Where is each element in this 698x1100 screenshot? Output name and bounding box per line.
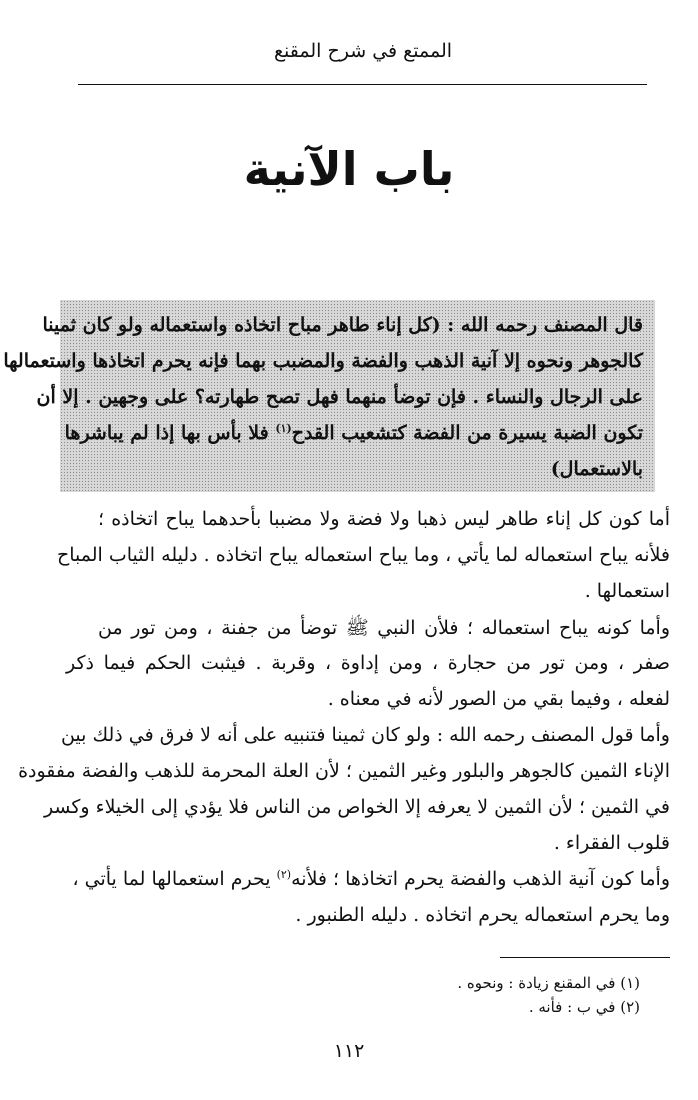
commentary-line-11-text: وأما كون آنية الذهب والفضة يحرم اتخاذها ؛ فلأنه [291,868,670,890]
running-head-title: الممتع في شرح المقنع [273,40,453,62]
commentary-line-8: الإناء الثمين كالجوهر والبلور وغير الثمين ؛ لأن العلة المحرمة للذهب والفضة مفقودة [18,760,670,782]
matn-line-1: قال المصنف رحمه الله : (كل إناء طاهر مباح اتخاذه واستعماله ولو كان ثمينا [42,314,643,336]
commentary-line-10: قلوب الفقراء . [553,832,670,854]
commentary-line-6: لفعله ، وفيما بقي من الصور لأنه في معناه . [327,688,670,710]
commentary-line-4: وأما كونه يباح استعماله ؛ فلأن النبي ﷺ توضأ من جفنة ، ومن تور من [98,617,670,639]
commentary-line-11-tail: يحرم استعمالها لما يأتي ، [72,868,277,890]
page-number: ١١٢ [333,1040,365,1062]
commentary-line-12: وما يحرم استعماله يحرم اتخاذه . دليله الطنبور . [295,904,670,926]
footnote-1: (١) في المقنع زيادة : ونحوه . [457,974,640,992]
chapter-title: باب الآنية [243,142,455,196]
commentary-line-2: فلأنه يباح استعماله لما يأتي ، وما يباح استعماله يباح اتخاذه . دليله الثياب المباح [57,544,670,566]
header-rule [78,84,647,85]
commentary-line-3: استعمالها . [584,580,670,602]
matn-line-4 [64,422,643,444]
commentary-line-5: صفر ، ومن تور من حجارة ، ومن إداوة ، وقربة . فيثبت الحكم فيما ذكر [66,652,670,674]
commentary-line-7: وأما قول المصنف رحمه الله : ولو كان ثمينا فتنبيه على أنه لا فرق في ذلك بين [60,724,670,746]
footnote-2: (٢) في ب : فأنه . [528,998,640,1016]
footnote-rule [500,957,670,958]
matn-line-4-tail: فلا بأس بها إذا لم يباشرها [64,422,276,444]
commentary-line-1: أما كون كل إناء طاهر ليس ذهبا ولا فضة ولا مضببا بأحدهما يباح اتخاذه ؛ [98,508,670,530]
matn-shaded-box [3,300,655,492]
matn-line-4-text: تكون الضبة يسيرة من الفضة كتشعيب القدح [291,422,643,444]
matn-line-2: كالجوهر ونحوه إلا آنية الذهب والفضة والمضبب بهما فإنه يحرم اتخاذها واستعمالها [3,350,643,372]
commentary-line-11 [72,868,670,890]
footnote-marker-1: (١) [275,422,292,435]
matn-line-3: على الرجال والنساء . فإن توضأ منهما فهل تصح طهارته؟ على وجهين . إلا أن [36,386,643,408]
matn-line-5: بالاستعمال) [550,458,643,480]
footnote-marker-2: (٢) [276,868,292,881]
commentary-line-9: في الثمين ؛ لأن الثمين لا يعرفه إلا الخواص من الناس فلا يؤدي إلى الخيلاء وكسر [43,796,670,818]
